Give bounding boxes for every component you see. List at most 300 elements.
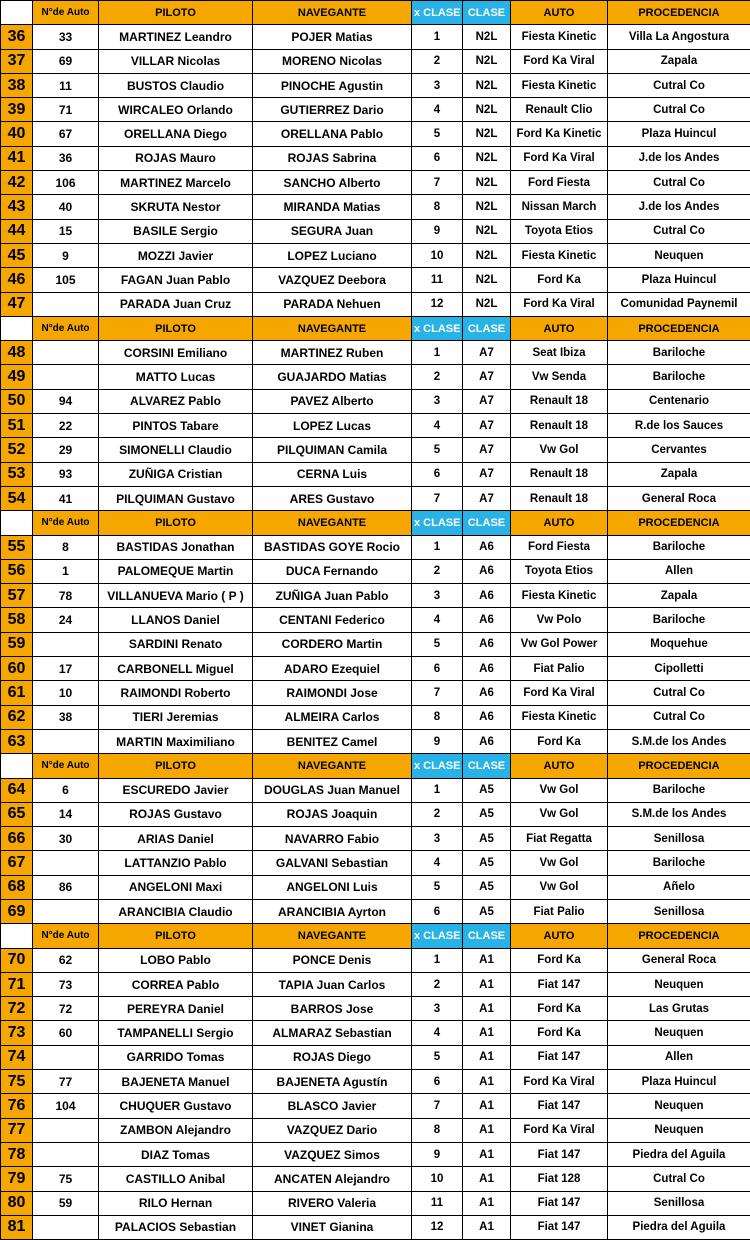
table-row[interactable]	[1, 1021, 750, 1045]
cell-driver: WIRCALEO Orlando	[99, 98, 253, 122]
cell-car: Ford Ka Viral	[511, 49, 608, 73]
cell-driver: TIERI Jeremias	[99, 705, 253, 729]
cell-codriver: ANGELONI Luis	[253, 875, 412, 899]
table-row[interactable]	[1, 681, 750, 705]
cell-driver: FAGAN Juan Pablo	[99, 268, 253, 292]
cell-codriver: ADARO Ezequiel	[253, 657, 412, 681]
table-row[interactable]	[1, 146, 750, 170]
cell-origin: J.de los Andes	[608, 195, 750, 219]
cell-car-number: 17	[33, 657, 99, 681]
header-position	[1, 1, 33, 25]
cell-driver: PILQUIMAN Gustavo	[99, 486, 253, 510]
cell-class: A5	[463, 851, 511, 875]
cell-origin: Cutral Co	[608, 705, 750, 729]
cell-codriver: ROJAS Joaquin	[253, 802, 412, 826]
cell-codriver: VINET Gianina	[253, 1215, 412, 1239]
cell-car: Vw Gol	[511, 875, 608, 899]
cell-class: A6	[463, 681, 511, 705]
cell-class: N2L	[463, 195, 511, 219]
cell-driver: SARDINI Renato	[99, 632, 253, 656]
cell-class: N2L	[463, 25, 511, 49]
cell-car: Ford Ka	[511, 997, 608, 1021]
cell-position: 52	[1, 438, 33, 462]
table-row[interactable]	[1, 73, 750, 97]
cell-class: A1	[463, 972, 511, 996]
cell-origin: Zapala	[608, 584, 750, 608]
cell-car: Fiat Palio	[511, 899, 608, 923]
cell-origin: Neuquen	[608, 1021, 750, 1045]
table-row[interactable]	[1, 243, 750, 267]
header-class-position: x CLASE	[412, 1, 463, 25]
cell-driver: BAJENETA Manuel	[99, 1070, 253, 1094]
table-row[interactable]	[1, 389, 750, 413]
table-row[interactable]	[1, 462, 750, 486]
cell-car-number: 62	[33, 948, 99, 972]
cell-car-number: 71	[33, 98, 99, 122]
cell-codriver: LOPEZ Lucas	[253, 414, 412, 438]
cell-class: A6	[463, 584, 511, 608]
cell-codriver: PINOCHE Agustin	[253, 73, 412, 97]
cell-class: A7	[463, 438, 511, 462]
table-row[interactable]	[1, 365, 750, 389]
cell-car-number: 60	[33, 1021, 99, 1045]
cell-position: 68	[1, 875, 33, 899]
table-row[interactable]	[1, 292, 750, 316]
cell-class: A1	[463, 997, 511, 1021]
cell-position: 75	[1, 1070, 33, 1094]
cell-codriver: GUTIERREZ Dario	[253, 98, 412, 122]
cell-origin: J.de los Andes	[608, 146, 750, 170]
cell-driver: PALOMEQUE Martin	[99, 559, 253, 583]
cell-class: A1	[463, 1167, 511, 1191]
cell-car: Ford Ka Viral	[511, 1070, 608, 1094]
cell-origin: Senillosa	[608, 1191, 750, 1215]
cell-position: 47	[1, 292, 33, 316]
cell-position: 73	[1, 1021, 33, 1045]
cell-origin: S.M.de los Andes	[608, 802, 750, 826]
cell-car-number: 75	[33, 1167, 99, 1191]
table-row[interactable]	[1, 997, 750, 1021]
table-row[interactable]	[1, 608, 750, 632]
header-codriver: NAVEGANTE	[253, 511, 412, 535]
cell-position: 37	[1, 49, 33, 73]
cell-class-position: 5	[412, 632, 463, 656]
cell-car-number	[33, 632, 99, 656]
cell-car-number: 29	[33, 438, 99, 462]
cell-codriver: ARES Gustavo	[253, 486, 412, 510]
cell-codriver: PILQUIMAN Camila	[253, 438, 412, 462]
cell-class-position: 10	[412, 243, 463, 267]
cell-car: Ford Fiesta	[511, 535, 608, 559]
header-driver: PILOTO	[99, 511, 253, 535]
cell-position: 57	[1, 584, 33, 608]
table-row[interactable]	[1, 486, 750, 510]
header-codriver: NAVEGANTE	[253, 316, 412, 340]
cell-driver: LLANOS Daniel	[99, 608, 253, 632]
cell-position: 70	[1, 948, 33, 972]
cell-driver: ESCUREDO Javier	[99, 778, 253, 802]
table-row[interactable]	[1, 632, 750, 656]
cell-position: 55	[1, 535, 33, 559]
cell-origin: Cutral Co	[608, 681, 750, 705]
table-row[interactable]	[1, 268, 750, 292]
cell-class: A1	[463, 1094, 511, 1118]
cell-position: 81	[1, 1215, 33, 1239]
cell-origin: Moquehue	[608, 632, 750, 656]
cell-car-number: 30	[33, 827, 99, 851]
cell-car: Vw Gol	[511, 438, 608, 462]
table-row[interactable]	[1, 972, 750, 996]
cell-position: 51	[1, 414, 33, 438]
cell-position: 74	[1, 1045, 33, 1069]
table-row[interactable]	[1, 1045, 750, 1069]
table-row[interactable]	[1, 1191, 750, 1215]
cell-codriver: ALMEIRA Carlos	[253, 705, 412, 729]
header-car-number: N°de Auto	[33, 924, 99, 948]
cell-codriver: PONCE Denis	[253, 948, 412, 972]
table-header-row	[1, 924, 750, 948]
cell-class-position: 3	[412, 73, 463, 97]
table-row[interactable]	[1, 778, 750, 802]
cell-car: Ford Ka Viral	[511, 146, 608, 170]
cell-codriver: RIVERO Valeria	[253, 1191, 412, 1215]
cell-driver: TAMPANELLI Sergio	[99, 1021, 253, 1045]
cell-class-position: 3	[412, 827, 463, 851]
table-header-row	[1, 1, 750, 25]
header-car: AUTO	[511, 511, 608, 535]
table-header-row	[1, 754, 750, 778]
header-car-number: N°de Auto	[33, 1, 99, 25]
cell-car: Fiat 147	[511, 1142, 608, 1166]
table-row[interactable]	[1, 1142, 750, 1166]
cell-position: 66	[1, 827, 33, 851]
cell-origin: Neuquen	[608, 972, 750, 996]
cell-driver: ANGELONI Maxi	[99, 875, 253, 899]
cell-car-number: 86	[33, 875, 99, 899]
cell-class-position: 6	[412, 146, 463, 170]
cell-origin: General Roca	[608, 486, 750, 510]
cell-class-position: 5	[412, 1045, 463, 1069]
header-class-position: x CLASE	[412, 924, 463, 948]
cell-origin: Cutral Co	[608, 73, 750, 97]
table-row[interactable]	[1, 1167, 750, 1191]
header-position	[1, 924, 33, 948]
cell-car: Ford Ka	[511, 948, 608, 972]
cell-origin: Bariloche	[608, 778, 750, 802]
cell-origin: Neuquen	[608, 1094, 750, 1118]
table-row[interactable]	[1, 948, 750, 972]
cell-driver: LATTANZIO Pablo	[99, 851, 253, 875]
table-row[interactable]	[1, 195, 750, 219]
cell-car-number: 67	[33, 122, 99, 146]
cell-class-position: 3	[412, 584, 463, 608]
cell-car: Toyota Etios	[511, 219, 608, 243]
cell-class-position: 6	[412, 657, 463, 681]
cell-car: Ford Ka Viral	[511, 1118, 608, 1142]
cell-driver: BUSTOS Claudio	[99, 73, 253, 97]
cell-driver: LOBO Pablo	[99, 948, 253, 972]
cell-car: Fiesta Kinetic	[511, 73, 608, 97]
cell-codriver: BLASCO Javier	[253, 1094, 412, 1118]
cell-codriver: GALVANI Sebastian	[253, 851, 412, 875]
cell-origin: Villa La Angostura	[608, 25, 750, 49]
cell-car-number: 41	[33, 486, 99, 510]
cell-car-number: 38	[33, 705, 99, 729]
cell-driver: MARTIN Maximiliano	[99, 729, 253, 753]
cell-origin: Piedra del Aguila	[608, 1215, 750, 1239]
cell-position: 67	[1, 851, 33, 875]
cell-origin: Bariloche	[608, 608, 750, 632]
cell-codriver: TAPIA Juan Carlos	[253, 972, 412, 996]
cell-codriver: SANCHO Alberto	[253, 171, 412, 195]
cell-car: Fiesta Kinetic	[511, 25, 608, 49]
cell-car-number: 9	[33, 243, 99, 267]
table-row[interactable]	[1, 171, 750, 195]
cell-car-number	[33, 365, 99, 389]
table-row[interactable]	[1, 122, 750, 146]
cell-codriver: MIRANDA Matias	[253, 195, 412, 219]
header-origin: PROCEDENCIA	[608, 511, 750, 535]
cell-car: Vw Polo	[511, 608, 608, 632]
cell-origin: Cervantes	[608, 438, 750, 462]
cell-car-number	[33, 341, 99, 365]
cell-class-position: 6	[412, 1070, 463, 1094]
cell-class: A7	[463, 486, 511, 510]
cell-driver: VILLANUEVA Mario ( P )	[99, 584, 253, 608]
cell-origin: R.de los Sauces	[608, 414, 750, 438]
header-position	[1, 511, 33, 535]
cell-class-position: 5	[412, 122, 463, 146]
cell-car-number: 8	[33, 535, 99, 559]
cell-codriver: ROJAS Sabrina	[253, 146, 412, 170]
cell-car-number: 59	[33, 1191, 99, 1215]
cell-class-position: 9	[412, 219, 463, 243]
table-row[interactable]	[1, 25, 750, 49]
cell-driver: ZUÑIGA Cristian	[99, 462, 253, 486]
cell-class-position: 7	[412, 171, 463, 195]
cell-codriver: ALMARAZ Sebastian	[253, 1021, 412, 1045]
header-driver: PILOTO	[99, 1, 253, 25]
cell-class-position: 4	[412, 851, 463, 875]
cell-driver: CHUQUER Gustavo	[99, 1094, 253, 1118]
cell-origin: Bariloche	[608, 341, 750, 365]
cell-driver: ARANCIBIA Claudio	[99, 899, 253, 923]
header-driver: PILOTO	[99, 754, 253, 778]
table-row[interactable]	[1, 341, 750, 365]
cell-car: Renault 18	[511, 414, 608, 438]
cell-class: N2L	[463, 49, 511, 73]
cell-car: Fiesta Kinetic	[511, 705, 608, 729]
cell-car: Vw Gol	[511, 778, 608, 802]
cell-origin: S.M.de los Andes	[608, 729, 750, 753]
cell-class: A6	[463, 632, 511, 656]
cell-position: 59	[1, 632, 33, 656]
cell-class-position: 3	[412, 389, 463, 413]
cell-driver: ROJAS Gustavo	[99, 802, 253, 826]
cell-class-position: 8	[412, 705, 463, 729]
cell-origin: Comunidad Paynemil	[608, 292, 750, 316]
cell-class-position: 8	[412, 195, 463, 219]
cell-car: Ford Fiesta	[511, 171, 608, 195]
cell-car: Vw Gol Power	[511, 632, 608, 656]
cell-car: Fiat 147	[511, 1215, 608, 1239]
table-row[interactable]	[1, 584, 750, 608]
cell-car-number: 93	[33, 462, 99, 486]
header-class: CLASE	[463, 316, 511, 340]
cell-position: 46	[1, 268, 33, 292]
cell-class: A1	[463, 1215, 511, 1239]
cell-class: A7	[463, 365, 511, 389]
cell-car-number	[33, 899, 99, 923]
cell-class: A7	[463, 389, 511, 413]
cell-position: 79	[1, 1167, 33, 1191]
cell-codriver: RAIMONDI Jose	[253, 681, 412, 705]
cell-position: 64	[1, 778, 33, 802]
cell-class: A5	[463, 875, 511, 899]
cell-codriver: CERNA Luis	[253, 462, 412, 486]
cell-origin: General Roca	[608, 948, 750, 972]
table-row[interactable]	[1, 875, 750, 899]
cell-class-position: 12	[412, 1215, 463, 1239]
header-class-position: x CLASE	[412, 316, 463, 340]
cell-driver: SIMONELLI Claudio	[99, 438, 253, 462]
table-row[interactable]	[1, 1094, 750, 1118]
table-row[interactable]	[1, 535, 750, 559]
cell-class: A6	[463, 535, 511, 559]
cell-class-position: 11	[412, 1191, 463, 1215]
cell-driver: CARBONELL Miguel	[99, 657, 253, 681]
cell-class: N2L	[463, 98, 511, 122]
cell-car-number: 69	[33, 49, 99, 73]
cell-car-number: 1	[33, 559, 99, 583]
cell-driver: PARADA Juan Cruz	[99, 292, 253, 316]
cell-class: A1	[463, 1142, 511, 1166]
cell-class-position: 9	[412, 729, 463, 753]
cell-driver: CORREA Pablo	[99, 972, 253, 996]
header-codriver: NAVEGANTE	[253, 1, 412, 25]
table-row[interactable]	[1, 899, 750, 923]
table-row[interactable]	[1, 219, 750, 243]
cell-codriver: PARADA Nehuen	[253, 292, 412, 316]
cell-car: Ford Ka	[511, 1021, 608, 1045]
cell-origin: Piedra del Aguila	[608, 1142, 750, 1166]
table-row[interactable]	[1, 827, 750, 851]
cell-position: 44	[1, 219, 33, 243]
cell-driver: BASILE Sergio	[99, 219, 253, 243]
cell-car-number: 77	[33, 1070, 99, 1094]
cell-class-position: 1	[412, 25, 463, 49]
cell-class-position: 11	[412, 268, 463, 292]
cell-car: Fiat 147	[511, 1191, 608, 1215]
cell-car: Vw Gol	[511, 802, 608, 826]
cell-origin: Allen	[608, 1045, 750, 1069]
header-car: AUTO	[511, 316, 608, 340]
cell-driver: CORSINI Emiliano	[99, 341, 253, 365]
table-row[interactable]	[1, 1118, 750, 1142]
cell-class-position: 8	[412, 1118, 463, 1142]
table-row[interactable]	[1, 98, 750, 122]
cell-class-position: 7	[412, 486, 463, 510]
cell-origin: Plaza Huincul	[608, 1070, 750, 1094]
cell-class: N2L	[463, 73, 511, 97]
cell-codriver: VAZQUEZ Deebora	[253, 268, 412, 292]
cell-car-number: 24	[33, 608, 99, 632]
cell-class-position: 5	[412, 438, 463, 462]
cell-class-position: 3	[412, 997, 463, 1021]
table-row[interactable]	[1, 559, 750, 583]
table-row[interactable]	[1, 49, 750, 73]
header-origin: PROCEDENCIA	[608, 754, 750, 778]
cell-codriver: ROJAS Diego	[253, 1045, 412, 1069]
cell-class-position: 6	[412, 462, 463, 486]
cell-codriver: NAVARRO Fabio	[253, 827, 412, 851]
header-class: CLASE	[463, 511, 511, 535]
header-car: AUTO	[511, 1, 608, 25]
cell-class: A5	[463, 778, 511, 802]
cell-car: Fiat Palio	[511, 657, 608, 681]
cell-driver: PINTOS Tabare	[99, 414, 253, 438]
cell-class: A1	[463, 948, 511, 972]
cell-class-position: 7	[412, 1094, 463, 1118]
header-car: AUTO	[511, 754, 608, 778]
cell-origin: Senillosa	[608, 899, 750, 923]
cell-origin: Centenario	[608, 389, 750, 413]
cell-position: 36	[1, 25, 33, 49]
table-row[interactable]	[1, 414, 750, 438]
cell-car-number: 106	[33, 171, 99, 195]
header-position	[1, 754, 33, 778]
cell-class-position: 12	[412, 292, 463, 316]
cell-class-position: 2	[412, 802, 463, 826]
cell-class: A5	[463, 802, 511, 826]
cell-driver: MATTO Lucas	[99, 365, 253, 389]
cell-driver: ZAMBON Alejandro	[99, 1118, 253, 1142]
cell-codriver: MARTINEZ Ruben	[253, 341, 412, 365]
cell-codriver: BAJENETA Agustín	[253, 1070, 412, 1094]
table-row[interactable]	[1, 802, 750, 826]
cell-driver: PALACIOS Sebastian	[99, 1215, 253, 1239]
cell-car: Fiesta Kinetic	[511, 243, 608, 267]
table-row[interactable]	[1, 1070, 750, 1094]
cell-codriver: ZUÑIGA Juan Pablo	[253, 584, 412, 608]
cell-class-position: 2	[412, 559, 463, 583]
cell-position: 61	[1, 681, 33, 705]
header-driver: PILOTO	[99, 316, 253, 340]
table-row[interactable]	[1, 1215, 750, 1239]
table-row[interactable]	[1, 851, 750, 875]
cell-origin: Bariloche	[608, 365, 750, 389]
cell-position: 58	[1, 608, 33, 632]
cell-position: 42	[1, 171, 33, 195]
cell-codriver: LOPEZ Luciano	[253, 243, 412, 267]
table-row[interactable]	[1, 729, 750, 753]
cell-car-number: 40	[33, 195, 99, 219]
cell-position: 60	[1, 657, 33, 681]
table-row[interactable]	[1, 705, 750, 729]
cell-driver: ROJAS Mauro	[99, 146, 253, 170]
cell-origin: Cutral Co	[608, 219, 750, 243]
header-car-number: N°de Auto	[33, 316, 99, 340]
cell-codriver: CORDERO Martin	[253, 632, 412, 656]
table-row[interactable]	[1, 438, 750, 462]
cell-class: A7	[463, 462, 511, 486]
cell-position: 77	[1, 1118, 33, 1142]
header-class-position: x CLASE	[412, 754, 463, 778]
cell-class: A1	[463, 1021, 511, 1045]
table-row[interactable]	[1, 657, 750, 681]
cell-car: Vw Gol	[511, 851, 608, 875]
header-car: AUTO	[511, 924, 608, 948]
